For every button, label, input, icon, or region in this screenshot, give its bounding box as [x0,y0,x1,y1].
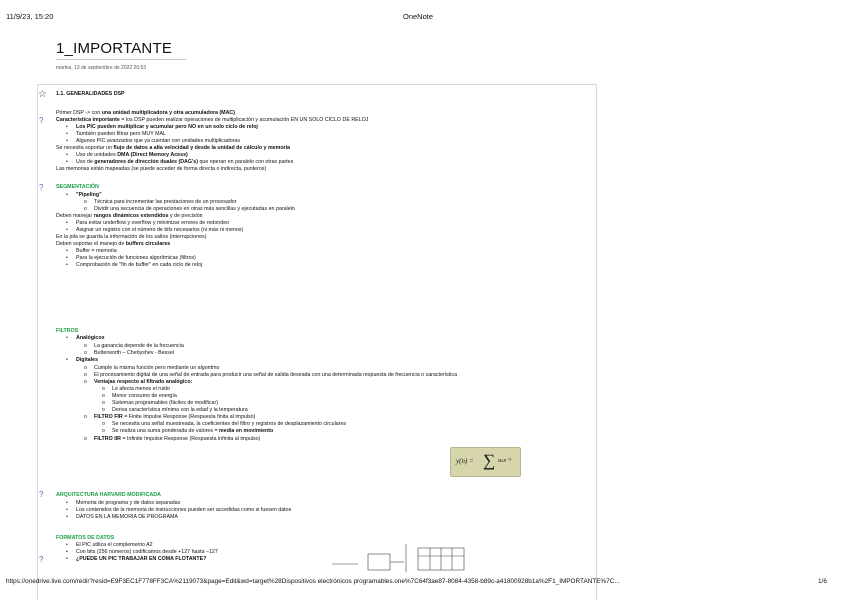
text-line: Las memorias están mapeadas (se puede acceder de forma directa o indirecta, punteros) [56,166,267,172]
list-item: FILTRO IIR = Infinite Impulse Response (Respuesta infinita al impulso) [94,436,261,442]
bullet-icon: • [66,159,68,165]
text-line: Deben soportar el manejo de buffers circulares [56,241,171,247]
question-tag-icon: ? [39,183,44,192]
bullet-icon: • [66,357,68,363]
bullet-icon: • [66,138,68,144]
question-tag-icon: ? [39,555,44,564]
number-format-diagram-image[interactable] [328,540,478,574]
bullet-icon: • [66,131,68,137]
list-item: Algunos PIC avanzados que ya cuentan con unidades multiplicadoras [76,138,241,144]
print-datetime: 11/9/23, 15:20 [6,12,54,21]
bullet-icon: • [66,500,68,506]
question-tag-icon: ? [39,490,44,499]
text-line: Primer DSP -> con una unidad multiplicadora y otra acumuladora (MAC) [56,110,236,116]
list-item: También pueden filtrar pero MUY MAL [76,131,166,137]
list-item: Le afecta menos el ruido [112,386,171,392]
fir-formula-image[interactable] [450,447,521,477]
circle-bullet-icon: o [84,365,87,371]
list-item: Uso de unidades DMA (Direct Memory Acess) [76,152,188,158]
bullet-icon: • [66,192,68,198]
bullet-icon: • [66,248,68,254]
print-url[interactable]: https://onedrive.live.com/redir?resid=E9F3EC1F778FF3CA%2119073&page=Edit&wd=target%28Dispositivos electrónicos programables.one%7C64f3ae87-8084-4358-b89c-a41800928b1a%2F1_IMPORTANTE%7C... [6,578,620,585]
text-line: Deben manejar rangos dinámicos extendidos y de precisión [56,213,203,219]
page-created-date: martes, 13 de septiembre de 2022 20:53 [56,65,147,71]
list-item: El procesamiento digital de una señal de entrada para producir una señal de salida deseada con una determinada respuesta de frecuencia o característica [94,372,458,378]
circle-bullet-icon: o [102,386,105,392]
circle-bullet-icon: o [102,407,105,413]
list-item: Menor consumo de energía [112,393,177,399]
bullet-icon: • [66,255,68,261]
bullet-icon: • [66,262,68,268]
list-item: Para la ejecución de funciones algorítmicas (filtros) [76,255,196,261]
list-item: Butterworth – Chebyshev - Bessel [94,350,175,356]
list-item: Ventajas respecto al filtrado analógico: [94,379,193,385]
list-item: "Pipeling" [76,192,102,198]
list-item: La ganancia depende de la frecuencia [94,343,184,349]
page-title[interactable]: 1_IMPORTANTE [56,40,173,57]
list-item: Deriva característica mínima con la edad y la temperatura [112,407,248,413]
circle-bullet-icon: o [84,436,87,442]
section-title-segmentacion: SEGMENTACIÓN [56,184,99,190]
circle-bullet-icon: o [102,400,105,406]
circle-bullet-icon: o [84,379,87,385]
formula-lhs: y(n) = [456,457,474,465]
bullet-icon: • [66,335,68,341]
bullet-icon: • [66,124,68,130]
list-item: Dividir una secuencia de operaciones en otras más sencillas y ejecutarlas en paralelo [94,206,295,212]
circle-bullet-icon: o [84,199,87,205]
bullet-icon: • [66,227,68,233]
bullet-icon: • [66,514,68,520]
circle-bullet-icon: o [84,414,87,420]
list-item: DATOS EN LA MEMORIA DE PROGRAMA [76,514,178,520]
list-item: ¿PUEDE UN PIC TRABAJAR EN COMA FLOTANTE? [76,556,207,562]
list-item: Uso de generadores de dirección duales (DAG's) que operan en paralelo con otras partes [76,159,294,165]
section-title-filtros: FILTROS [56,328,79,334]
list-item: El PIC utiliza el complemento A2 [76,542,153,548]
bullet-icon: • [66,507,68,513]
circle-bullet-icon: o [102,393,105,399]
bullet-icon: • [66,152,68,158]
list-item: Sistemas programables (fáciles de modificar) [112,400,218,406]
list-item: Se necesita una señal muestreada, la coeficientes del filtro y registros de desplazamiento circulares [112,421,347,427]
bullet-icon: • [66,549,68,555]
list-item: Comprobación de "fin de buffer" en cada ciclo de reloj [76,262,203,268]
formula-term: aₖx⁻ᵏ [498,458,512,464]
list-item: Memoria de programa y de datos separadas [76,500,181,506]
circle-bullet-icon: o [84,206,87,212]
print-page-number: 1/6 [818,578,827,585]
list-item: Digitales [76,357,99,363]
section-title-formatos: FORMATOS DE DATOS [56,535,115,541]
bullet-icon: • [66,542,68,548]
circle-bullet-icon: o [84,343,87,349]
list-item: FILTRO FIR = Finite Impulse Response (Respuesta finita al impulso) [94,414,256,420]
bullet-icon: • [66,556,68,562]
sigma-icon: ∑ [483,451,496,470]
list-item: Asignar un registro con el número de bits necesarios (ni más ni menos) [76,227,244,233]
text-line: En la pila se guarda la información de los saltos (interrupciones) [56,234,207,240]
title-underline [56,59,186,60]
circle-bullet-icon: o [84,350,87,356]
list-item: Con bits (256 números) codificamos desde +127 hasta –127 [76,549,218,555]
print-app-title: OneNote [403,12,434,21]
list-item: Se realiza una suma ponderada de valores = media en movimiento [112,428,274,434]
section-title-harvard: ARQUITECTURA HARVARD MODIFICADA [56,492,161,498]
list-item: Buffer = memoria [76,248,117,254]
section-title-generalidades: 1.1. GENERALIDADES DSP [56,91,125,97]
list-item: Cumple la misma función pero mediante un algoritmo [94,365,220,371]
circle-bullet-icon: o [102,421,105,427]
list-item: Los contenidos de la memoria de instrucciones pueden ser accedidas como si fuesen datos [76,507,292,513]
text-line: Se necesita soportar un flujo de datos a alta velocidad y desde la unidad de cálculo y memoria [56,145,291,151]
bullet-icon: • [66,220,68,226]
list-item: Los PIC pueden multiplicar y acumular pero NO en un solo ciclo de reloj [76,124,258,130]
text-line: Característica importante = los DSP pueden realizar operaciones de multiplicación y acumulación EN UN SOLO CICLO DE RELOJ [56,117,369,123]
circle-bullet-icon: o [102,428,105,434]
list-item: Técnica para incrementar las prestaciones de un procesador [94,199,237,205]
star-icon: ☆ [38,89,47,100]
circle-bullet-icon: o [84,372,87,378]
list-item: Para evitar underflow y overflow y minimizar errores de redondeo [76,220,230,226]
list-item: Analógicos [76,335,105,341]
question-tag-icon: ? [39,116,44,125]
